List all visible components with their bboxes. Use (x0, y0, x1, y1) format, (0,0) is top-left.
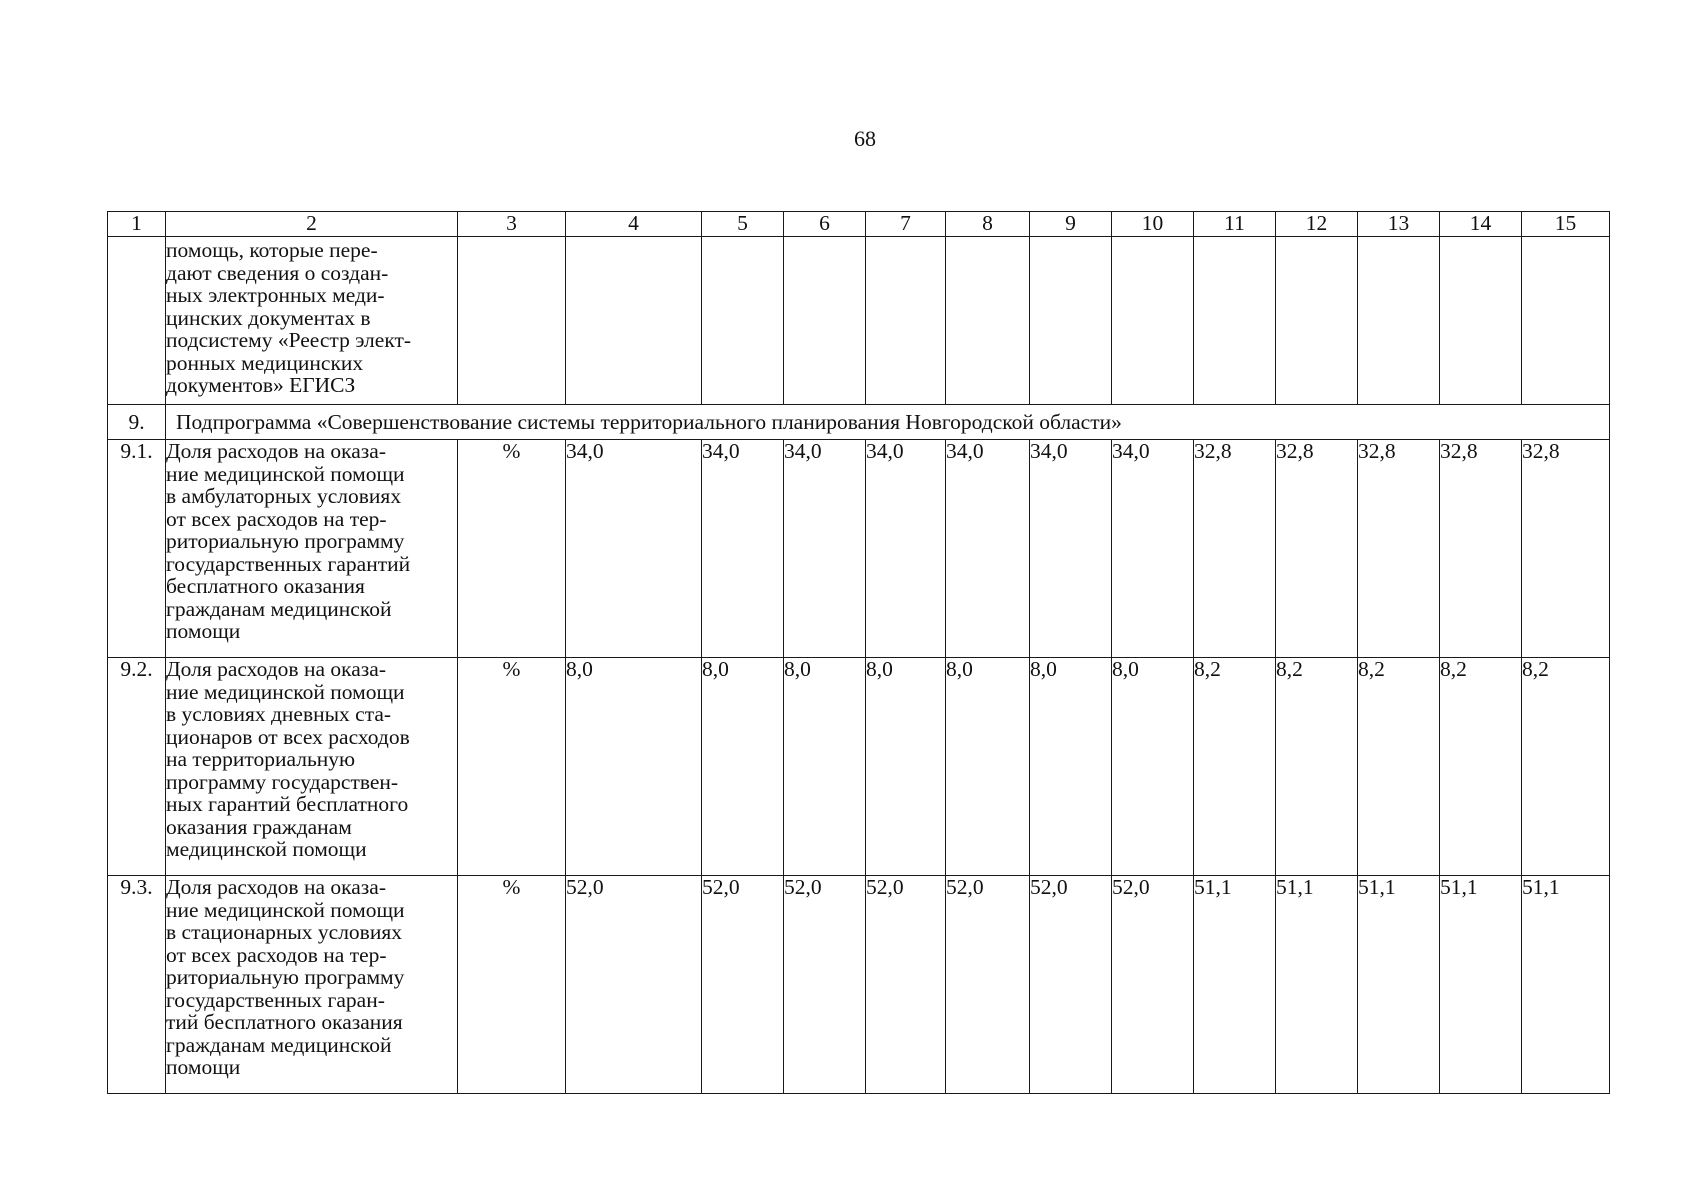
value-cell: 8,0 (946, 658, 1030, 876)
indicators-table (107, 211, 1610, 1094)
value-cell (1194, 237, 1276, 405)
value-cell: 51,1 (1358, 876, 1440, 1094)
value-cell (1276, 237, 1358, 405)
value-cell: 52,0 (784, 876, 866, 1094)
row-number: 9.1. (108, 440, 166, 658)
value-cell: 52,0 (1112, 876, 1194, 1094)
value-cell: 52,0 (946, 876, 1030, 1094)
value-cell (1522, 237, 1610, 405)
value-cell: 34,0 (866, 440, 946, 658)
value-cell (702, 237, 784, 405)
unit-cell: % (458, 440, 566, 658)
header-cell: 11 (1194, 212, 1276, 237)
value-cell: 8,2 (1276, 658, 1358, 876)
header-cell: 3 (458, 212, 566, 237)
value-cell: 34,0 (1030, 440, 1112, 658)
value-cell: 34,0 (702, 440, 784, 658)
value-cell: 32,8 (1440, 440, 1522, 658)
header-cell: 8 (946, 212, 1030, 237)
indicator-name: Доля расходов на оказа- ние медицинской помощи в амбулаторных условиях от всех расходов на тер- риториальную программу государственных гарантий бесплатного оказания гражданам медицинской помощи (166, 440, 458, 658)
header-cell: 9 (1030, 212, 1112, 237)
value-cell: 52,0 (566, 876, 702, 1094)
value-cell: 8,2 (1522, 658, 1610, 876)
unit-cell: % (458, 876, 566, 1094)
header-cell: 13 (1358, 212, 1440, 237)
header-cell: 10 (1112, 212, 1194, 237)
header-cell: 14 (1440, 212, 1522, 237)
value-cell (1030, 237, 1112, 405)
value-cell: 32,8 (1194, 440, 1276, 658)
value-cell: 32,8 (1358, 440, 1440, 658)
value-cell: 51,1 (1276, 876, 1358, 1094)
header-cell: 4 (566, 212, 702, 237)
value-cell: 8,0 (866, 658, 946, 876)
indicator-name: Доля расходов на оказа- ние медицинской помощи в стационарных условиях от всех расходов на тер- риториальную программу государственных гаран- тий бесплатного оказания гражданам медицинской помощи (166, 876, 458, 1094)
value-cell: 8,0 (1112, 658, 1194, 876)
value-cell (566, 237, 702, 405)
value-cell (1358, 237, 1440, 405)
value-cell: 34,0 (566, 440, 702, 658)
subprogram-row (108, 405, 1610, 440)
value-cell (866, 237, 946, 405)
header-cell: 15 (1522, 212, 1610, 237)
value-cell: 32,8 (1276, 440, 1358, 658)
value-cell: 51,1 (1440, 876, 1522, 1094)
value-cell: 34,0 (946, 440, 1030, 658)
value-cell (946, 237, 1030, 405)
value-cell: 51,1 (1194, 876, 1276, 1094)
subprogram-title: Подпрограмма «Совершенствование системы территориального планирования Новгородской области» (166, 405, 1610, 440)
table-row (108, 658, 1610, 876)
page-number: 68 (854, 126, 876, 151)
unit-cell (458, 237, 566, 405)
unit-cell: % (458, 658, 566, 876)
table-row (108, 440, 1610, 658)
value-cell: 8,2 (1194, 658, 1276, 876)
header-cell: 1 (108, 212, 166, 237)
value-cell: 52,0 (1030, 876, 1112, 1094)
header-cell: 2 (166, 212, 458, 237)
value-cell: 8,0 (784, 658, 866, 876)
value-cell (784, 237, 866, 405)
header-row (108, 212, 1610, 237)
row-number: 9. (108, 405, 166, 440)
value-cell: 52,0 (866, 876, 946, 1094)
value-cell: 32,8 (1522, 440, 1610, 658)
header-cell: 5 (702, 212, 784, 237)
table-row (108, 876, 1610, 1094)
row-number: 9.2. (108, 658, 166, 876)
row-number (108, 237, 166, 405)
header-cell: 7 (866, 212, 946, 237)
header-cell: 6 (784, 212, 866, 237)
value-cell: 34,0 (784, 440, 866, 658)
value-cell (1440, 237, 1522, 405)
value-cell: 8,0 (1030, 658, 1112, 876)
table-row (108, 237, 1610, 405)
value-cell: 52,0 (702, 876, 784, 1094)
value-cell (1112, 237, 1194, 405)
header-cell: 12 (1276, 212, 1358, 237)
value-cell: 8,2 (1440, 658, 1522, 876)
value-cell: 8,0 (702, 658, 784, 876)
value-cell: 51,1 (1522, 876, 1610, 1094)
indicator-name: помощь, которые пере- дают сведения о создан- ных электронных меди- цинских документах в подсистему «Реестр элект- ронных медицинских документов» ЕГИСЗ (166, 237, 458, 405)
row-number: 9.3. (108, 876, 166, 1094)
value-cell: 34,0 (1112, 440, 1194, 658)
value-cell: 8,2 (1358, 658, 1440, 876)
value-cell: 8,0 (566, 658, 702, 876)
indicator-name: Доля расходов на оказа- ние медицинской помощи в условиях дневных ста- ционаров от всех расходов на территориальную программу государствен- ных гарантий бесплатного оказания гражданам медицинской помощи (166, 658, 458, 876)
